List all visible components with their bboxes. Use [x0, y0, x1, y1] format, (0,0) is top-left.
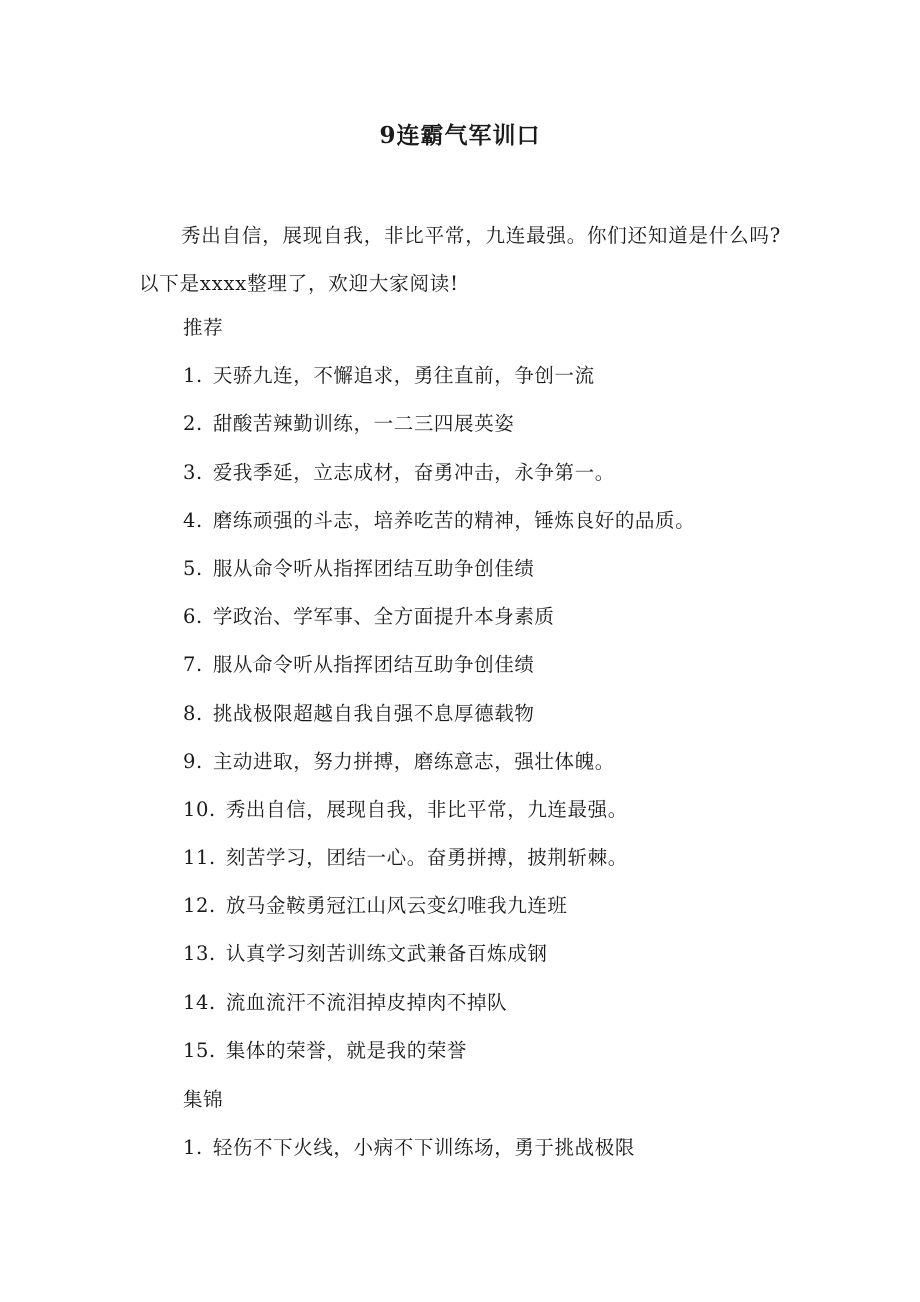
- section-recommended: [183, 304, 783, 1075]
- section-heading: 集锦: [183, 1088, 224, 1111]
- list-item: [183, 786, 783, 834]
- item-text: 认真学习刻苦训练文武兼备百炼成钢: [225, 942, 548, 966]
- item-text: 放马金鞍勇冠江山风云变幻唯我九连班: [225, 894, 568, 918]
- item-text: 主动进取，努力拼搏，磨练意志，强壮体魄。: [212, 749, 615, 773]
- intro-paragraph: 秀出自信，展现自我，非比平常，九连最强。你们还知道是什么吗?以下是xxxx整理了，欢迎大家阅读!: [139, 224, 781, 295]
- list-item: [183, 930, 783, 978]
- item-number: 5.: [183, 556, 203, 580]
- list-item: [183, 593, 783, 641]
- item-number: 1.: [183, 364, 203, 388]
- list-item: [183, 352, 783, 400]
- list-item: [183, 1027, 783, 1075]
- list-item: [183, 449, 783, 497]
- item-number: 3.: [183, 460, 203, 484]
- list-item: [183, 545, 783, 593]
- item-number: 7.: [183, 653, 203, 677]
- item-number: 12.: [183, 894, 216, 918]
- item-text: 爱我季延，立志成材，奋勇冲击，永争第一。: [212, 460, 615, 484]
- list-item: [183, 882, 783, 930]
- item-text: 磨练顽强的斗志，培养吃苦的精神，锤炼良好的品质。: [212, 508, 696, 532]
- item-text: 集体的荣誉，就是我的荣誉: [225, 1038, 468, 1062]
- section-collection: [183, 1076, 783, 1172]
- list-item: [183, 1124, 783, 1172]
- item-number: 11.: [183, 846, 216, 870]
- item-number: 15.: [183, 1038, 216, 1062]
- item-text: 学政治、学军事、全方面提升本身素质: [212, 605, 555, 629]
- item-number: 1.: [183, 1136, 203, 1160]
- item-number: 14.: [183, 990, 216, 1014]
- item-text: 刻苦学习，团结一心。奋勇拼搏，披荆斩棘。: [225, 846, 628, 870]
- item-number: 6.: [183, 605, 203, 629]
- list-item: [183, 834, 783, 882]
- item-number: 9.: [183, 749, 203, 773]
- item-number: 2.: [183, 412, 203, 436]
- item-number: 4.: [183, 508, 203, 532]
- item-text: 轻伤不下火线，小病不下训练场，勇于挑战极限: [212, 1136, 635, 1160]
- item-number: 8.: [183, 701, 203, 725]
- list-item: [183, 979, 783, 1027]
- list-item: [183, 690, 783, 738]
- item-text: 天骄九连，不懈追求，勇往直前，争创一流: [212, 364, 595, 388]
- item-text: 秀出自信，展现自我，非比平常，九连最强。: [225, 797, 628, 821]
- item-number: 13.: [183, 942, 216, 966]
- section-heading: 推荐: [183, 316, 224, 339]
- list-item: [183, 497, 783, 545]
- list-item: [183, 641, 783, 689]
- item-text: 流血流汗不流泪掉皮掉肉不掉队: [225, 990, 508, 1014]
- list-item: [183, 738, 783, 786]
- item-text: 挑战极限超越自我自强不息厚德载物: [212, 701, 535, 725]
- item-text: 服从命令听从指挥团结互助争创佳绩: [212, 556, 535, 580]
- item-number: 10.: [183, 797, 216, 821]
- list-item: [183, 400, 783, 448]
- document-title: 9连霸气军训口: [379, 122, 541, 149]
- item-text: 甜酸苦辣勤训练，一二三四展英姿: [212, 412, 515, 436]
- item-text: 服从命令听从指挥团结互助争创佳绩: [212, 653, 535, 677]
